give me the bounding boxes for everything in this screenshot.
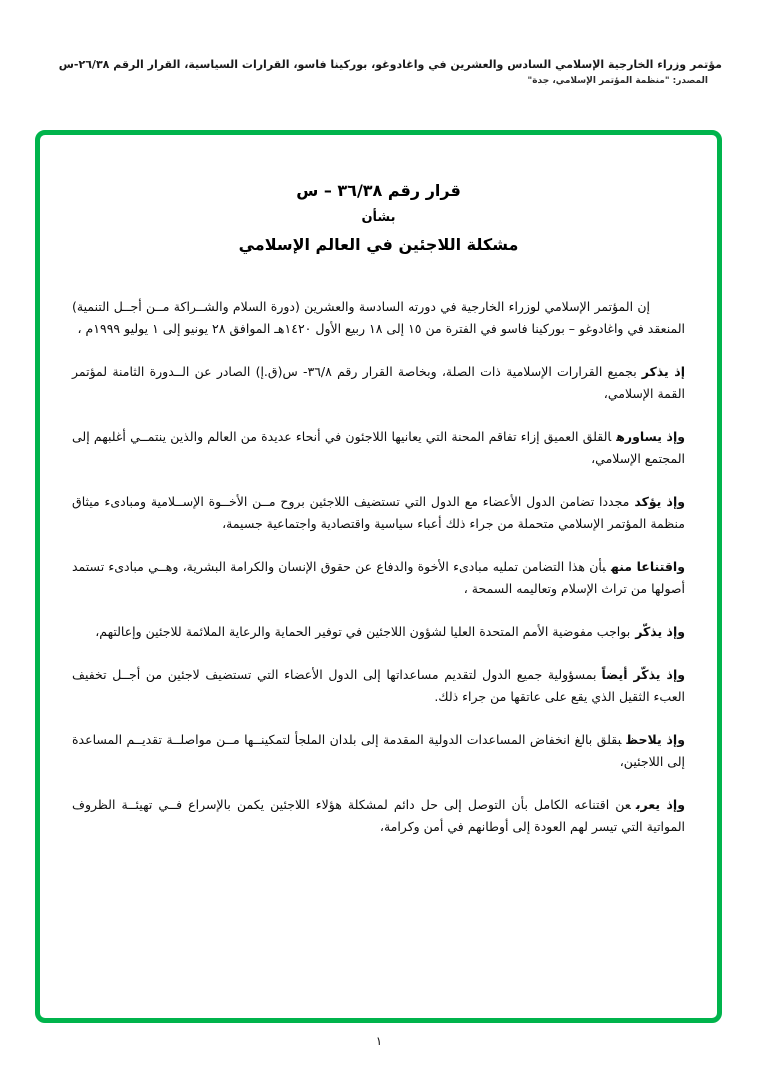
- paragraph-text: بمسؤولية جميع الدول لتقديم مساعداتها إلى الدول الأعضاء التي تستضيف لاجئين من أجــل تخفيف العبء الثقيل الذي يقع على عاتقها من جراء ذلك.: [72, 667, 685, 704]
- paragraph-text: مجددا تضامن الدول الأعضاء مع الدول التي تستضيف اللاجئين بروح مــن الأخــوة الإســلامية ومبادىء ميثاق منظمة المؤتمر الإسلامي متحملة من جراء ذلك أعباء سياسية واقتصادية واجتماعية جسيمة،: [72, 494, 685, 531]
- paragraph-lead: وإذ يساوره: [616, 429, 686, 444]
- resolution-number: قرار رقم ٣٦/٣٨ – س: [296, 181, 461, 200]
- paragraph-recalling-also: [72, 664, 685, 708]
- header-citation: مؤتمر وزراء الخارجية الإسلامي السادس والعشرين في واغادوغو، بوركينا فاسو، القرارات السياسية، القرار الرقم ٢٦/٣٨-س: [58, 58, 722, 71]
- header-source: المصدر: "منظمة المؤتمر الإسلامي، جدة": [527, 76, 708, 86]
- paragraph-lead: واقتناعا منه: [610, 559, 685, 574]
- paragraph-reaffirming: [72, 491, 685, 535]
- paragraph-convinced: [72, 556, 685, 600]
- paragraph-lead: وإذ يعرب: [635, 797, 685, 812]
- paragraph-text: بقلق بالغ انخفاض المساعدات الدولية المقدمة إلى بلدان الملجأ لتمكينــها مــن مواصلــة تقديــم المساعدة إلى اللاجئين،: [72, 732, 685, 769]
- resolution-title-block: [72, 181, 685, 254]
- paragraph-text: القلق العميق إزاء تفاقم المحنة التي يعانيها اللاجئون في أنحاء عديدة من العالم والذين ينتمــي أغلبهم إلى المجتمع الإسلامي،: [72, 429, 685, 466]
- paragraph-text: إن المؤتمر الإسلامي لوزراء الخارجية في دورته السادسة والعشرين (دورة السلام والشــراكة مــن أجــل التنمية) المنعقد في واغادوغو – بوركينا فاسو في الفترة من ١٥ إلى ١٨ ربيع الأول ١٤٢٠هـ الموافق ٢٨ يونيو إلى ١ يوليو ١٩٩٩م ،: [72, 299, 685, 336]
- paragraph-noting: [72, 729, 685, 773]
- page-number: ١: [375, 1034, 383, 1048]
- document-header: [0, 0, 758, 86]
- paragraph-text: بجميع القرارات الإسلامية ذات الصلة، وبخاصة القرار رقم ٣٦/٨- س(ق.إ) الصادر عن الــدورة الثامنة لمؤتمر القمة الإسلامي،: [72, 364, 685, 401]
- paragraph-expressing: [72, 794, 685, 838]
- paragraph-lead: وإذ يؤكد: [634, 494, 686, 509]
- resolution-frame: [35, 130, 722, 1023]
- paragraph-concerned: [72, 426, 685, 470]
- paragraph-preamble: [72, 296, 685, 340]
- paragraph-text: بواجب مفوضية الأمم المتحدة العليا لشؤون اللاجئين في توفير الحماية والرعاية الملائمة للاجئين وإعالتهم،: [95, 624, 631, 639]
- resolution-subject: مشكلة اللاجئين في العالم الإسلامي: [238, 235, 519, 254]
- paragraph-text: عن اقتناعه الكامل بأن التوصل إلى حل دائم لمشكلة هؤلاء اللاجئين يكمن بالإسراع فــي تهيئــة الظروف المواتية التي تيسر لهم العودة إلى أوطانهم في أمن وكرامة،: [72, 797, 685, 834]
- paragraph-lead: وإذ يذكّر أيضاً: [601, 667, 685, 682]
- paragraph-text: بأن هذا التضامن تمليه مبادىء الأخوة والدفاع عن حقوق الإنسان والكرامة البشرية، وهــي مبادىء تستمد أصولها من تراث الإسلام وتعاليمه السمحة ،: [72, 559, 685, 596]
- paragraph-lead: وإذ يذكّر: [635, 624, 685, 639]
- paragraph-recalling: [72, 361, 685, 405]
- resolution-body: [72, 296, 685, 838]
- paragraph-lead: وإذ يلاحظ: [626, 732, 685, 747]
- paragraph-lead: إذ يذكر: [641, 364, 686, 379]
- resolution-regarding: بشأن: [361, 210, 396, 225]
- paragraph-recalling-unhcr: [72, 621, 685, 643]
